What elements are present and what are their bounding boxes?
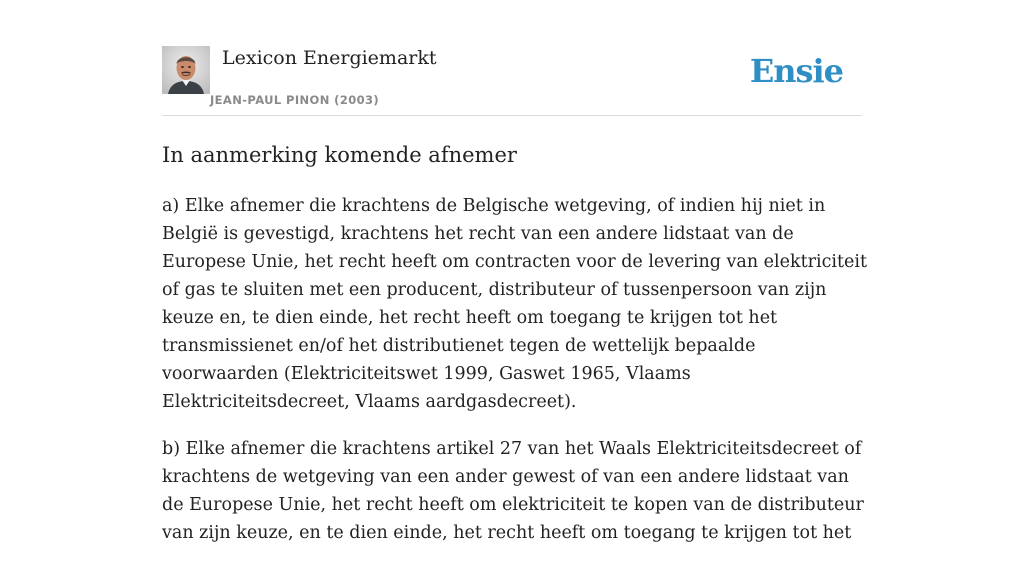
definition-paragraph-a: a) Elke afnemer die krachtens de Belgische wetgeving, of indien hij niet in België is gevestigd, krachtens het recht van een andere lidstaat van de Europese Unie, het recht heeft om contracten voor de levering van elektriciteit of gas te sluiten met een producent, distributeur of tussenpersoon van zijn keuze en, te dien einde, het recht heeft om toegang te krijgen tot het transmissienet en/of het distributienet tegen de wettelijk bepaalde voorwaarden (Elektriciteitswet 1999, Gaswet 1965, Vlaams Elektriciteitsdecreet, Vlaams aardgasdecreet). (162, 196, 868, 412)
definition-paragraph-b: b) Elke afnemer die krachtens artikel 27 van het Waals Elektriciteitsdecreet of krachtens de wetgeving van een ander gewest of van een andere lidstaat van de Europese Unie, het recht heeft om elektriciteit te kopen van de distributeur van zijn keuze, en te dien einde, het recht heeft om toegang te krijgen tot het (162, 439, 864, 543)
brand-logo[interactable]: Ensie (749, 52, 843, 90)
person-portrait-icon (162, 46, 210, 94)
header (162, 46, 862, 116)
author-name[interactable]: JEAN-PAUL PINON (2003) (210, 93, 380, 107)
author-avatar[interactable] (162, 46, 210, 94)
term-definition (162, 192, 874, 566)
lexicon-title[interactable]: Lexicon Energiemarkt (222, 47, 437, 69)
term-title: In aanmerking komende afnemer (162, 143, 517, 167)
